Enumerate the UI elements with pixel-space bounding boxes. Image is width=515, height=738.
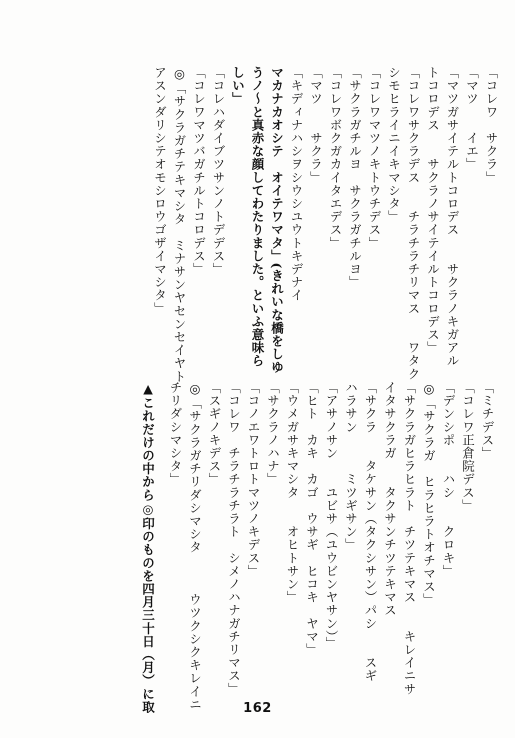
text-column: 「ヒト カキ カゴ ウサギ ヒコキ ヤマ」	[304, 381, 320, 657]
text-column: 「マツガサイテルトコロデス サクラノキガアル	[445, 66, 460, 368]
upper-text-block	[150, 66, 501, 383]
text-column: 「サクラガチルヨ サクラガチルヨ」	[347, 66, 363, 289]
page-number: 162	[243, 701, 272, 716]
text-column: トコロデス サクラノサイテイルトコロデス」	[425, 66, 441, 355]
text-column: シモヒライニイキマシタ」	[386, 66, 402, 224]
text-column: ◎「サクラガ ヒラヒラトオチマス」	[421, 381, 437, 607]
text-column: 「コレハダイブツサンノトデデス」	[211, 66, 226, 276]
text-column: ハラサン ミツギサン」	[343, 381, 359, 552]
text-column: ▲これだけの中から◎印のものを四月三十日（月）に取	[140, 381, 156, 714]
text-column: 「マツ イエ」	[464, 66, 480, 171]
text-column: 「アサノサン ユビサ（ユウビンヤサン）」	[324, 381, 339, 650]
text-column: 「コレワマツノキトウチデス」	[367, 66, 382, 250]
text-column: 「ミチデス」	[480, 381, 495, 460]
text-column: 「コレワボクガカイタエデス」	[328, 66, 343, 250]
text-column: ◎「サクラガチリダシマシタ ウツクシクキレイニ	[187, 381, 203, 711]
text-column: 「デンシポ ハシ クロキ」	[441, 381, 456, 578]
text-column: アスンダリシテオモシロウゴザイマシタ」	[152, 66, 168, 315]
text-column: ◎「サクラガチテキマシタ ミナサンヤセンセイヤト	[172, 66, 187, 383]
text-column: 「キディナハシヲシウシユウトキデナイ	[289, 66, 304, 302]
text-column: 「スギノキデス」	[207, 381, 222, 486]
text-column: イタサクラガ タクサンチツテキマス	[382, 381, 398, 617]
text-column: 「マツ サクラ」	[308, 66, 324, 184]
text-column: 「サクラノハナ」	[265, 381, 281, 486]
text-column: 「コレワ正倉院デス」	[460, 381, 476, 512]
text-column: しい」	[230, 66, 246, 106]
text-column: 「コレワサクラデス チラチラチリマス ワタク	[406, 66, 421, 381]
text-column: 「サクラ タケサン（タクシサン）パシ スギ	[363, 381, 378, 683]
text-column: うノ〜と真赤な顔してわたりました。といふ意味ら	[250, 66, 265, 368]
text-column: 「コノエワトロトマツノキデス」	[246, 381, 261, 578]
text-column: 「コレワ サクラ」	[484, 66, 499, 184]
text-column: チリダシマシタ」	[168, 381, 183, 486]
text-column: 「サクラガヒラヒラト チツテキマス キレイニサ	[402, 381, 417, 696]
text-column: マカナカオシテ オイテワマタ」(きれいな橋をしゆ	[269, 66, 285, 374]
text-column: 「コレワマツバガチルトコロデス」	[191, 66, 207, 276]
text-column: 「コレワ チラチラチラト シメノハナガチリマス」	[226, 381, 242, 696]
text-column: 「ウメガサキマシタ オヒトサン」	[285, 381, 300, 604]
